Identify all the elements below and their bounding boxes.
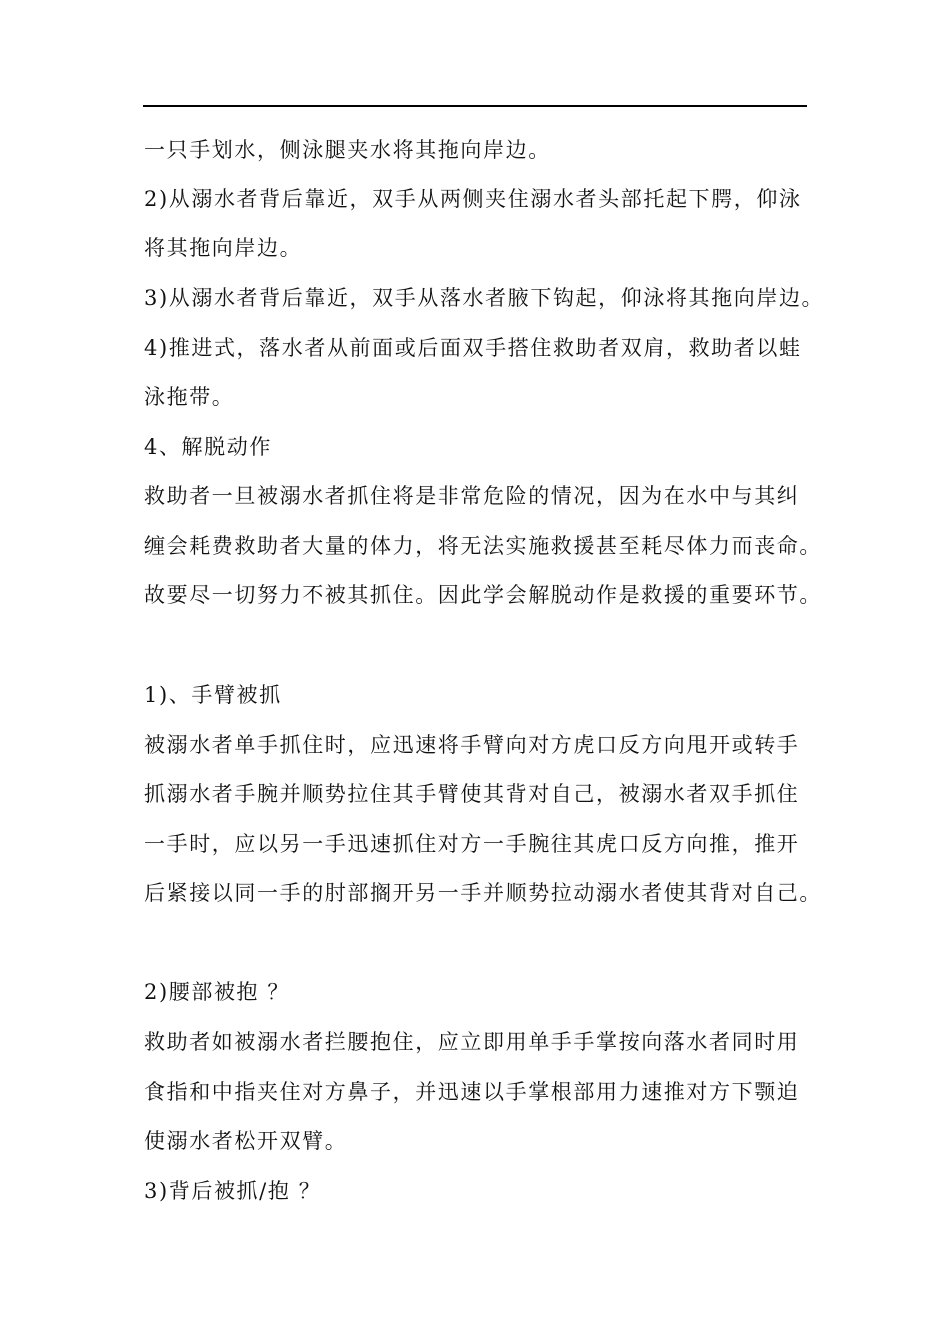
subsection-heading: 2)腰部被抱 ？: [144, 980, 291, 1004]
text-line: 食指和中指夹住对方鼻子，并迅速以手掌根部用力速推对方下颚迫: [144, 1080, 800, 1104]
text-line: 4)推进式，落水者从前面或后面双手搭住救助者双肩，救助者以蛙: [144, 336, 802, 360]
text-line: 抓溺水者手腕并顺势拉住其手臂使其背对自己，被溺水者双手抓住: [144, 782, 800, 806]
header-rule: [143, 105, 807, 107]
text-line: 一手时，应以另一手迅速抓住对方一手腕往其虎口反方向推，推开: [144, 832, 800, 856]
text-line: 被溺水者单手抓住时，应迅速将手臂向对方虎口反方向甩开或转手: [144, 733, 800, 757]
section-heading: 4、解脱动作: [144, 435, 272, 459]
text-line: 使溺水者松开双臂。: [144, 1129, 348, 1153]
text-line: 泳拖带。: [144, 385, 235, 409]
text-line: 救助者一旦被溺水者抓住将是非常危险的情况，因为在水中与其纠: [144, 484, 800, 508]
text-line: 将其拖向岸边。: [144, 236, 303, 260]
text-line: 3)从溺水者背后靠近，双手从落水者腋下钩起，仰泳将其拖向岸边。: [144, 286, 825, 310]
text-line: 故要尽一切努力不被其抓住。因此学会解脱动作是救援的重要环节。: [144, 583, 822, 607]
text-line: 一只手划水，侧泳腿夹水将其拖向岸边。: [144, 138, 551, 162]
text-line: 后紧接以同一手的肘部搁开另一手并顺势拉动溺水者使其背对自己。: [144, 881, 822, 905]
subsection-heading: 3)背后被抓/抱 ？: [144, 1179, 322, 1203]
text-line: 2)从溺水者背后靠近，双手从两侧夹住溺水者头部托起下腭，仰泳: [144, 187, 802, 211]
text-line: 救助者如被溺水者拦腰抱住，应立即用单手手掌按向落水者同时用: [144, 1030, 800, 1054]
text-line: 缠会耗费救助者大量的体力，将无法实施救援甚至耗尽体力而丧命。: [144, 534, 822, 558]
subsection-heading: 1)、手臂被抓: [144, 683, 282, 707]
